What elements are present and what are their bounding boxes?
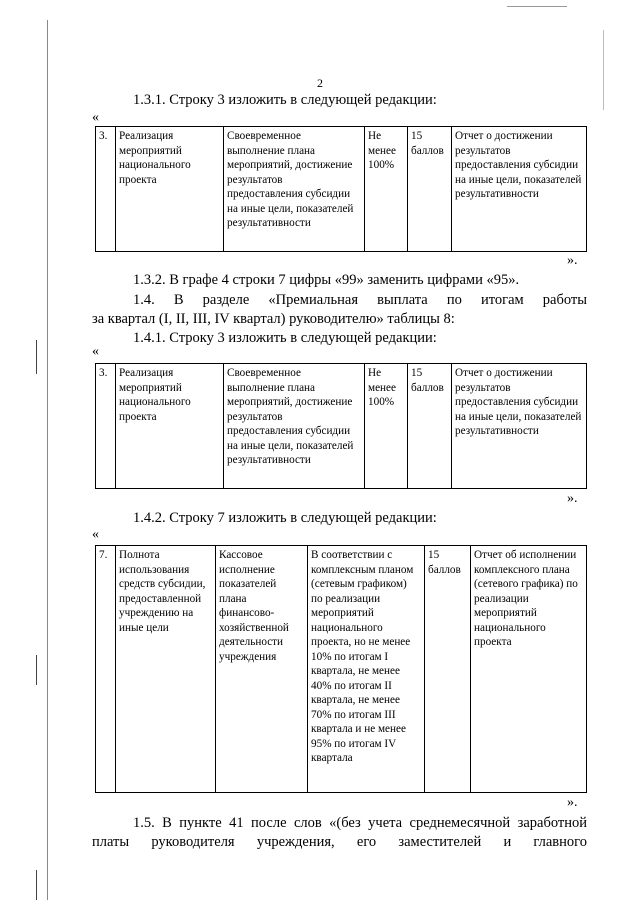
cell-target-value: Не менее 100%: [365, 127, 408, 252]
paragraph-1-4-line-2: за квартал (I, II, III, IV квартал) руководителю» таблицы 8:: [92, 311, 455, 327]
open-quote-3: «: [92, 527, 99, 542]
open-quote-2: «: [92, 344, 99, 359]
table-row: [96, 127, 587, 252]
paragraph-1-4-line-1: 1.4. В разделе «Премиальная выплата по итогам работы: [133, 292, 587, 308]
close-quote-3: ».: [567, 795, 578, 810]
scan-mark-top: [507, 6, 567, 7]
table-row: [96, 364, 587, 489]
table-row: [96, 546, 587, 793]
cell-number: 3.: [96, 364, 116, 489]
cell-indicator-name: Реализация мероприятий национального проекта: [116, 364, 224, 489]
cell-number: 7.: [96, 546, 116, 793]
cell-criterion: Своевременное выполнение плана мероприятий, достижение результатов предоставления субсидии на иные цели, показателей результативности: [224, 364, 365, 489]
cell-target-value: В соответствии с комплексным планом (сетевым графиком) по реализации мероприятий национального проекта, но не менее 10% по итогам I квартала, не менее 40% по итогам II квартала, не менее 70% по итогам III квартала и не менее 95% по итогам IV квартала: [308, 546, 425, 793]
cell-report: Отчет об исполнении комплексного плана (сетевого графика) по реализации мероприятий национального проекта: [471, 546, 587, 793]
table-row-7: [95, 545, 587, 793]
scan-mark-right: [603, 30, 604, 110]
cell-criterion: Своевременное выполнение плана мероприятий, достижение результатов предоставления субсидии на иные цели, показателей результативности: [224, 127, 365, 252]
cell-score: 15 баллов: [408, 364, 452, 489]
cell-report: Отчет о достижении результатов предоставления субсидии на иные цели, показателей результативности: [452, 127, 587, 252]
cell-score: 15 баллов: [408, 127, 452, 252]
paragraph-1-3-2: 1.3.2. В графе 4 строки 7 цифры «99» заменить цифрами «95».: [133, 272, 520, 288]
cell-indicator-name: Полнота использования средств субсидии, предоставленной учреждению на иные цели: [116, 546, 216, 793]
paragraph-1-4-1: 1.4.1. Строку 3 изложить в следующей редакции:: [133, 330, 437, 346]
paragraph-1-3-1: 1.3.1. Строку 3 изложить в следующей редакции:: [133, 92, 437, 108]
table-row-3-second: [95, 363, 587, 489]
close-quote-2: ».: [567, 491, 578, 506]
scan-mark-left-2: [36, 655, 37, 685]
scan-mark-left-1: [36, 340, 37, 374]
close-quote-1: ».: [567, 253, 578, 268]
paragraph-1-5-line-2: платы руководителя учреждения, его заместителей и главного: [92, 834, 587, 850]
cell-report: Отчет о достижении результатов предоставления субсидии на иные цели, показателей результативности: [452, 364, 587, 489]
cell-score: 15 баллов: [425, 546, 471, 793]
paragraph-1-4-2: 1.4.2. Строку 7 изложить в следующей редакции:: [133, 510, 437, 526]
cell-target-value: Не менее 100%: [365, 364, 408, 489]
page-number: 2: [317, 76, 323, 90]
scan-edge-line-left: [47, 20, 48, 900]
cell-indicator-name: Реализация мероприятий национального проекта: [116, 127, 224, 252]
cell-number: 3.: [96, 127, 116, 252]
paragraph-1-5-line-1: 1.5. В пункте 41 после слов «(без учета среднемесячной заработной: [133, 815, 587, 831]
cell-criterion: Кассовое исполнение показателей плана финансово-хозяйственной деятельности учреждения: [216, 546, 308, 793]
open-quote-1: «: [92, 110, 99, 125]
table-row-3-first: [95, 126, 587, 252]
scan-mark-left-3: [36, 870, 37, 900]
